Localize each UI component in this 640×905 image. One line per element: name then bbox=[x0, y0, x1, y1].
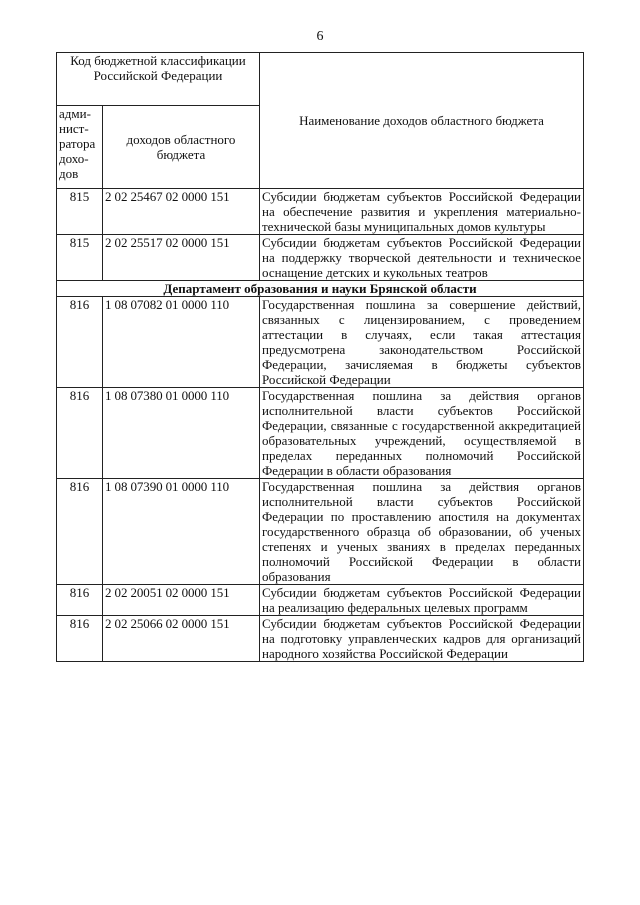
header-code-group: Код бюджетной классификации Российской Федерации bbox=[57, 53, 260, 106]
department-row bbox=[57, 281, 584, 297]
admin-code-cell: 816 bbox=[57, 297, 103, 388]
admin-code-cell: 816 bbox=[57, 479, 103, 585]
budget-code-cell: 2 02 25517 02 0000 151 bbox=[103, 235, 260, 281]
table-row bbox=[57, 189, 584, 235]
admin-code-cell: 816 bbox=[57, 388, 103, 479]
header-admin-column: адми- нист- ратора дохо- дов bbox=[57, 106, 103, 189]
department-title: Департамент образования и науки Брянской области bbox=[57, 281, 584, 297]
revenue-description-cell: Субсидии бюджетам субъектов Российской Федерации на обеспечение развития и укрепления материально-технической базы муниципальных домов культуры bbox=[260, 189, 584, 235]
budget-code-cell: 1 08 07380 01 0000 110 bbox=[103, 388, 260, 479]
budget-code-cell: 1 08 07390 01 0000 110 bbox=[103, 479, 260, 585]
table-row bbox=[57, 585, 584, 616]
revenue-description-cell: Государственная пошлина за действия органов исполнительной власти субъектов Российской Федерации по проставлению апостиля на документах государственного образца об образовании, об ученых степенях и ученых званиях в пределах переданных полномочий Российской Федерации в области образования bbox=[260, 479, 584, 585]
budget-code-cell: 2 02 25066 02 0000 151 bbox=[103, 616, 260, 662]
budget-code-cell: 1 08 07082 01 0000 110 bbox=[103, 297, 260, 388]
header-row-top bbox=[57, 53, 584, 106]
revenue-description-cell: Субсидии бюджетам субъектов Российской Федерации на подготовку управленческих кадров для организаций народного хозяйства Российской Федерации bbox=[260, 616, 584, 662]
page-number: 6 bbox=[316, 29, 324, 44]
admin-code-cell: 815 bbox=[57, 235, 103, 281]
revenue-description-cell: Субсидии бюджетам субъектов Российской Федерации на реализацию федеральных целевых программ bbox=[260, 585, 584, 616]
budget-code-cell: 2 02 20051 02 0000 151 bbox=[103, 585, 260, 616]
table-row bbox=[57, 616, 584, 662]
table-row bbox=[57, 235, 584, 281]
table-row bbox=[57, 388, 584, 479]
header-income-column: доходов областного бюджета bbox=[103, 106, 260, 189]
budget-code-cell: 2 02 25467 02 0000 151 bbox=[103, 189, 260, 235]
admin-code-cell: 816 bbox=[57, 585, 103, 616]
table-row bbox=[57, 297, 584, 388]
budget-classification-table bbox=[56, 52, 584, 662]
header-name-column: Наименование доходов областного бюджета bbox=[260, 53, 584, 189]
revenue-description-cell: Субсидии бюджетам субъектов Российской Федерации на поддержку творческой деятельности и техническое оснащение детских и кукольных театров bbox=[260, 235, 584, 281]
revenue-description-cell: Государственная пошлина за действия органов исполнительной власти субъектов Российской Федерации, связанные с государственной аккредитацией образовательных учреждений, осуществляемой в пределах переданных полномочий Российской Федерации в области образования bbox=[260, 388, 584, 479]
admin-code-cell: 816 bbox=[57, 616, 103, 662]
revenue-description-cell: Государственная пошлина за совершение действий, связанных с лицензированием, с проведением аттестации в случаях, если такая аттестация предусмотрена законодательством Российской Федерации, зачисляемая в бюджеты субъектов Российской Федерации bbox=[260, 297, 584, 388]
table-row bbox=[57, 479, 584, 585]
admin-code-cell: 815 bbox=[57, 189, 103, 235]
